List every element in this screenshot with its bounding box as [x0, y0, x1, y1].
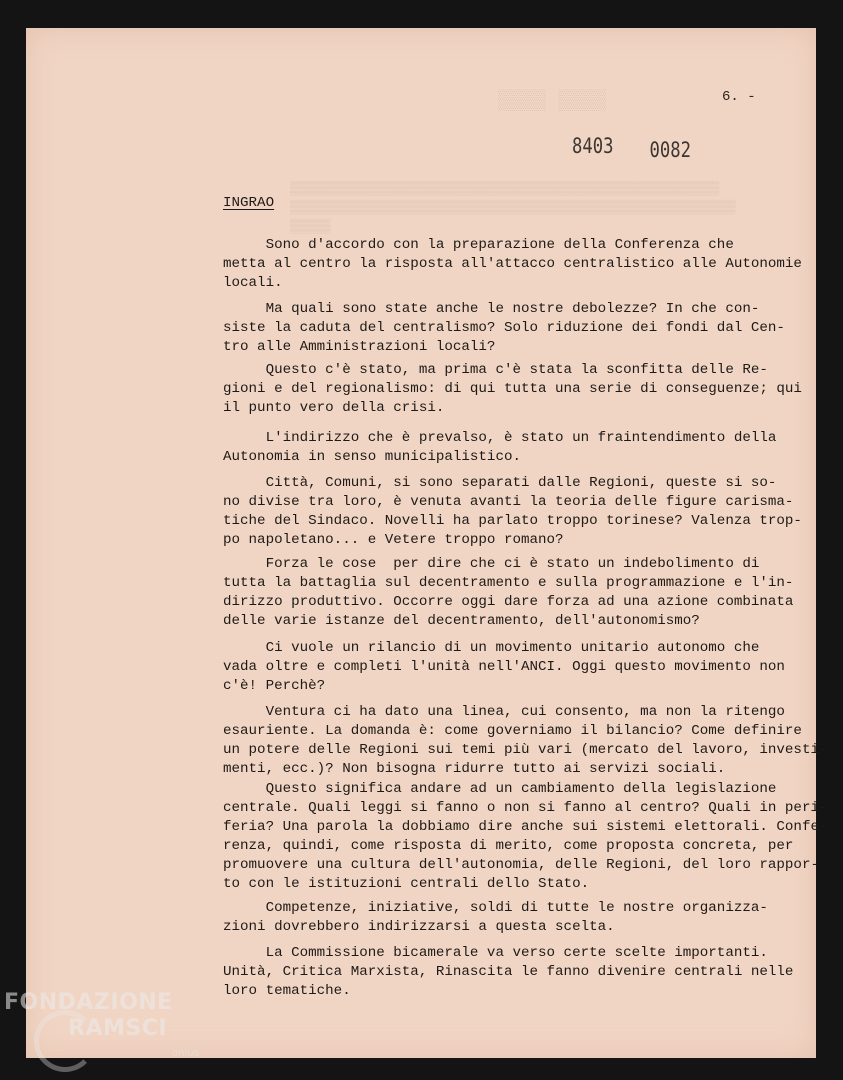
paragraph	[223, 899, 783, 937]
watermark-suffix: onlus	[172, 1048, 199, 1059]
paragraph-line: Ventura ci ha dato una linea, cui consento, ma non la ritengo	[223, 704, 785, 720]
paragraph-line: Competenze, iniziative, soldi di tutte le nostre organizza-	[223, 900, 768, 916]
paragraph-line: Questo c'è stato, ma prima c'è stata la sconfitta delle Re-	[223, 362, 768, 378]
paragraph-line: Ma quali sono state anche le nostre debolezze? In che con-	[223, 301, 760, 317]
paragraph-line: loro tematiche.	[223, 983, 351, 999]
paragraph	[223, 639, 783, 696]
paragraph-line: metta al centro la risposta all'attacco centralistico alle Autonomie	[223, 256, 802, 272]
paragraph	[223, 300, 783, 357]
paragraph-line: il punto vero della crisi.	[223, 400, 445, 416]
paragraph	[223, 361, 802, 418]
paragraph-line: tro alle Amministrazioni locali?	[223, 339, 496, 355]
paragraph-line: delle varie istanze del decentramento, dell'autonomismo?	[223, 613, 700, 629]
paragraph-line: gioni e del regionalismo: di qui tutta una serie di conseguenze; qui	[223, 381, 802, 397]
paragraph-line: Questo significa andare ad un cambiamento della legislazione	[223, 781, 777, 797]
archive-code-second: 0082	[649, 138, 692, 162]
watermark-line1: FONDAZIONE	[4, 990, 173, 1015]
bleed-through-text: ▒▒▒▒▒▒▒▒▒▒▒▒▒▒▒▒▒▒▒▒▒▒▒▒▒▒▒▒▒▒▒▒▒▒▒▒▒▒▒▒▒▒▒▒▒▒▒▒▒▒▒▒▒ ▒▒▒▒▒▒▒▒▒▒▒▒▒▒▒▒▒▒▒▒▒▒▒▒▒▒▒▒▒▒▒▒▒▒▒▒▒▒▒▒▒▒▒▒▒▒▒▒▒▒▒▒▒▒▒ ▒▒▒▒▒	[290, 182, 736, 235]
paragraph-line: locali.	[223, 275, 283, 291]
paragraph-line: un potere delle Regioni sui temi più vari (mercato del lavoro, investi-	[223, 742, 828, 758]
paragraph-line: Città, Comuni, si sono separati dalle Regioni, queste si so-	[223, 475, 777, 491]
paragraph-line: La Commissione bicamerale va verso certe scelte importanti.	[223, 945, 768, 961]
archive-stamp	[572, 134, 692, 162]
paragraph-line: L'indirizzo che è prevalso, è stato un fraintendimento della	[223, 430, 777, 446]
paragraph-line: esauriente. La domanda è: come governiamo il bilancio? Come definire	[223, 723, 802, 739]
paragraph	[223, 944, 794, 1001]
paragraph	[223, 703, 828, 779]
paragraph-line: Ci vuole un rilancio di un movimento unitario autonomo che	[223, 640, 760, 656]
paragraph-line: to con le istituzioni centrali dello Stato.	[223, 876, 590, 892]
paragraph-line: Forza le cose per dire che ci è stato un indebolimento di	[223, 556, 760, 572]
paragraph-line: no divise tra loro, è venuta avanti la teoria delle figure carisma-	[223, 494, 794, 510]
paragraph-line: centrale. Quali leggi si fanno o non si fanno al centro? Quali in peri-	[223, 800, 828, 816]
paragraph	[223, 474, 802, 550]
page-number: 6. -	[722, 89, 756, 105]
paragraph	[223, 555, 794, 631]
paragraph	[223, 236, 802, 293]
paragraph-line: c'è! Perchè?	[223, 678, 326, 694]
paragraph-line: menti, ecc.)? Non bisogna ridurre tutto ai servizi sociali.	[223, 761, 726, 777]
paragraph-line: dirizzo produttivo. Occorre oggi dare forza ad una azione combinata	[223, 594, 794, 610]
paragraph-line: zioni dovrebbero indirizzarsi a questa scelta.	[223, 919, 615, 935]
paragraph	[223, 780, 828, 894]
paragraph-line: promuovere una cultura dell'autonomia, delle Regioni, del loro rappor-	[223, 857, 819, 873]
paragraph-line: tutta la battaglia sul decentramento e sulla programmazione e l'in-	[223, 575, 794, 591]
paragraph-line: Sono d'accordo con la preparazione della Conferenza che	[223, 237, 734, 253]
paragraph-line: renza, quindi, come risposta di merito, come proposta concreta, per	[223, 838, 794, 854]
paragraph	[223, 429, 783, 467]
bleed-through-code: ▒▒▒▒ ▒▒▒▒	[498, 90, 607, 113]
paragraph-line: tiche del Sindaco. Novelli ha parlato troppo torinese? Valenza trop-	[223, 513, 802, 529]
paragraph-line: siste la caduta del centralismo? Solo riduzione dei fondi dal Cen-	[223, 320, 785, 336]
fondazione-gramsci-watermark	[4, 988, 214, 1068]
paragraph-line: feria? Una parola la dobbiamo dire anche sui sistemi elettorali. Confe-	[223, 819, 828, 835]
paragraph-line: vada oltre e completi l'unità nell'ANCI. Oggi questo movimento non	[223, 659, 785, 675]
paragraph-line: Unità, Critica Marxista, Rinascita le fanno divenire centrali nelle	[223, 964, 794, 980]
paragraph-line: Autonomia in senso municipalistico.	[223, 449, 521, 465]
watermark-line2: RAMSCI	[68, 1016, 168, 1041]
speaker-name: INGRAO	[223, 195, 275, 211]
paragraph-line: po napoletano... e Vetere troppo romano?	[223, 532, 564, 548]
archive-code-first: 8403	[572, 134, 614, 158]
